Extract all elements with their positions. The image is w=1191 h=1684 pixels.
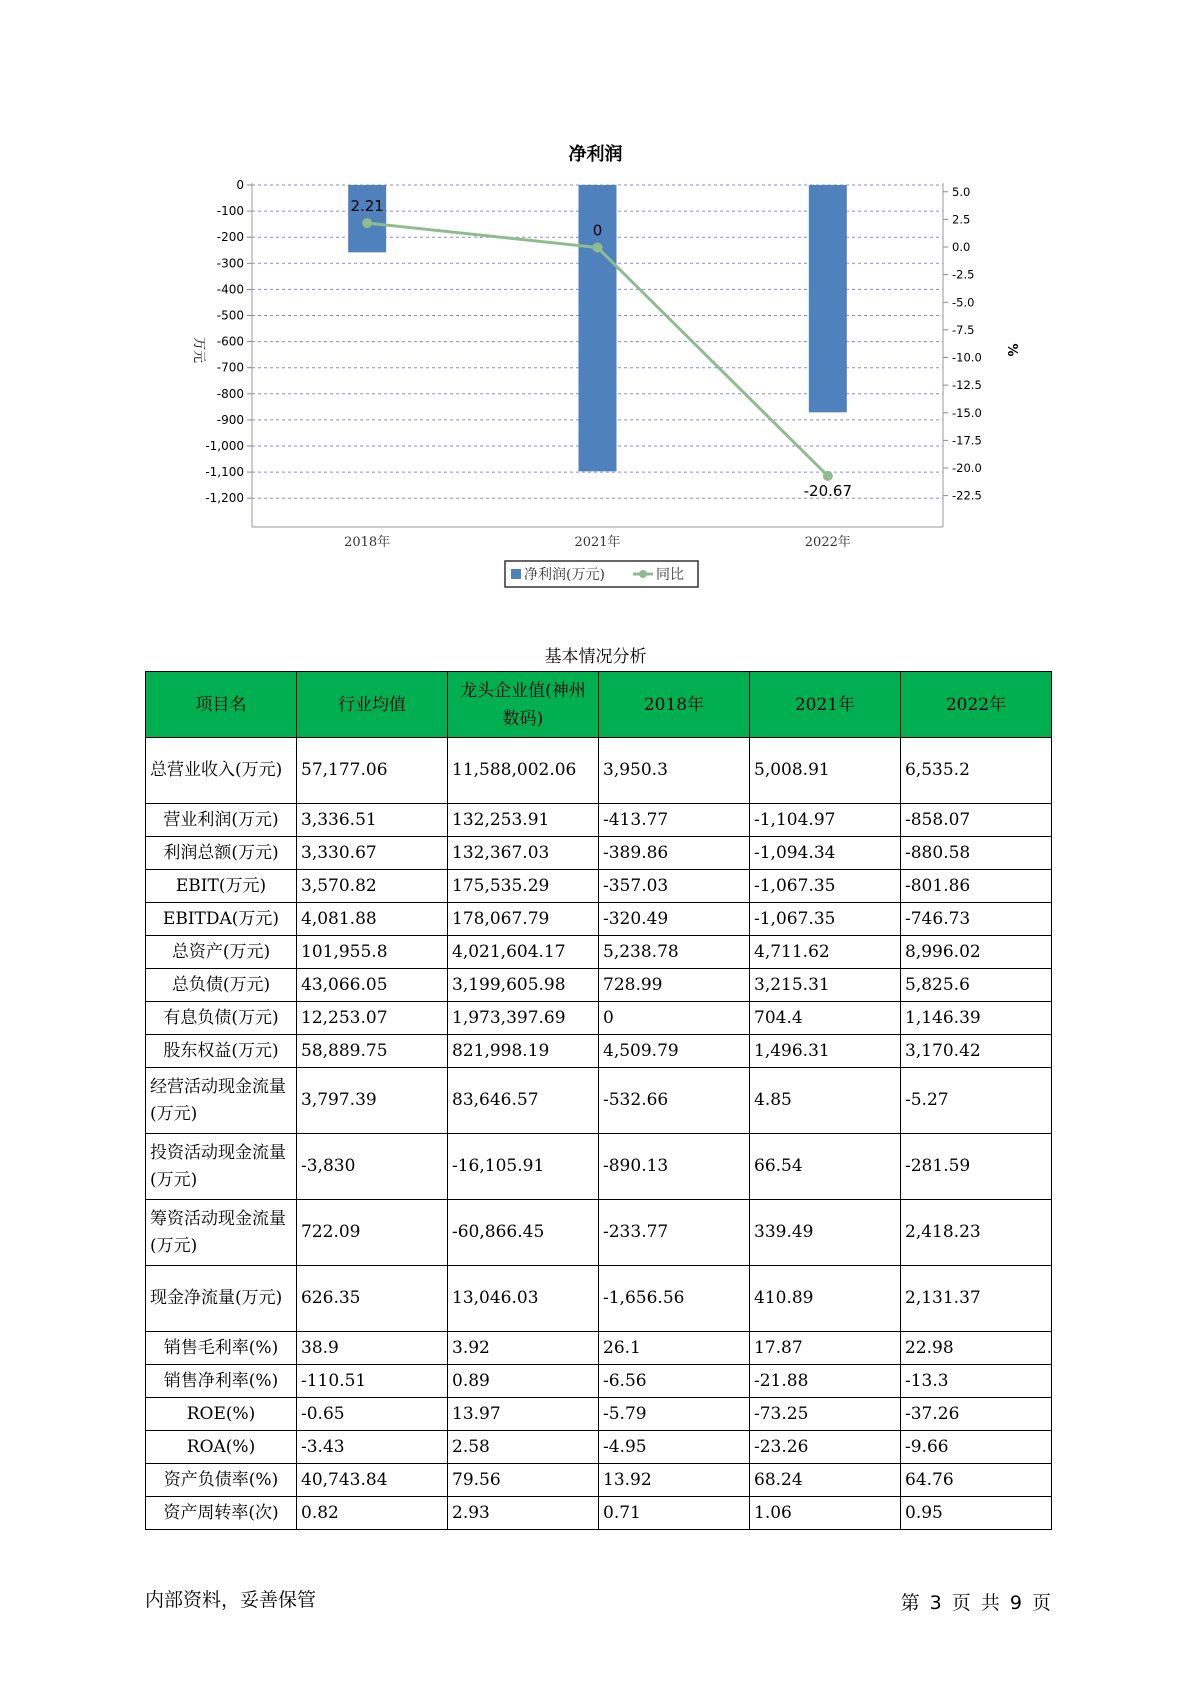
y2-tick-label: 2.5 [952, 212, 971, 227]
y-tick-label: -900 [216, 412, 244, 427]
y2-tick-label: -20.0 [952, 461, 982, 475]
row-label: 有息负债(万元) [146, 1002, 297, 1035]
table-row [146, 1068, 1052, 1134]
header-cell: 2018年 [599, 672, 750, 738]
table-cell: -532.66 [599, 1068, 750, 1134]
table-cell: 58,889.75 [297, 1035, 448, 1068]
chart-svg [0, 0, 1191, 600]
row-label: ROA(%) [146, 1431, 297, 1464]
y-tick-label: -500 [216, 308, 244, 323]
table-cell: -413.77 [599, 804, 750, 837]
table-cell: 5,238.78 [599, 936, 750, 969]
table-row [146, 1431, 1052, 1464]
row-label: 总营业收入(万元) [146, 738, 297, 804]
row-label: 利润总额(万元) [146, 837, 297, 870]
y2-tick-label: 0.0 [952, 240, 971, 254]
table-cell: 3,199,605.98 [448, 969, 599, 1002]
table-cell: -3,830 [297, 1134, 448, 1200]
x-tick-label: 2021年 [574, 535, 621, 550]
table-cell: 101,955.8 [297, 936, 448, 969]
table-cell: 79.56 [448, 1464, 599, 1497]
footer-confidential: 内部资料，妥善保管 [145, 1589, 317, 1611]
row-label: 经营活动现金流量(万元) [146, 1068, 297, 1134]
table-cell: 3,215.31 [750, 969, 901, 1002]
table-cell: 2.93 [448, 1497, 599, 1530]
y-tick-label: -1,000 [205, 439, 244, 453]
table-cell: -13.3 [901, 1365, 1052, 1398]
table-cell: 2,131.37 [901, 1266, 1052, 1332]
table-cell: 0.71 [599, 1497, 750, 1530]
table-cell: -23.26 [750, 1431, 901, 1464]
legend-bar-swatch [511, 569, 521, 579]
table-cell: 3,950.3 [599, 738, 750, 804]
table-cell: 4,081.88 [297, 903, 448, 936]
table-cell: -4.95 [599, 1431, 750, 1464]
table-cell: 11,588,002.06 [448, 738, 599, 804]
row-label: 资产周转率(次) [146, 1497, 297, 1530]
row-label: 筹资活动现金流量(万元) [146, 1200, 297, 1266]
table-cell: 1,146.39 [901, 1002, 1052, 1035]
table-cell: 4,509.79 [599, 1035, 750, 1068]
table-cell: 132,367.03 [448, 837, 599, 870]
table-cell: -60,866.45 [448, 1200, 599, 1266]
y2-tick-label: 5.0 [952, 184, 971, 199]
header-cell: 2022年 [901, 672, 1052, 738]
table-cell: -880.58 [901, 837, 1052, 870]
yoy-point [823, 471, 833, 481]
table-row [146, 1035, 1052, 1068]
y2-tick-label: -5.0 [952, 295, 975, 310]
table-cell: -1,067.35 [750, 870, 901, 903]
table-cell: 3,570.82 [297, 870, 448, 903]
y2-tick-label: -22.5 [952, 488, 982, 503]
header-cell: 龙头企业值(神州数码) [448, 672, 599, 738]
table-cell: 704.4 [750, 1002, 901, 1035]
table-cell: 3,797.39 [297, 1068, 448, 1134]
table-row [146, 804, 1052, 837]
table-cell: 339.49 [750, 1200, 901, 1266]
data-label: 2.21 [350, 197, 384, 216]
table-cell: 13.92 [599, 1464, 750, 1497]
y-axis-title: 万元 [191, 336, 206, 364]
row-label: 股东权益(万元) [146, 1035, 297, 1068]
table-cell: 2,418.23 [901, 1200, 1052, 1266]
row-label: 销售净利率(%) [146, 1365, 297, 1398]
table-row [146, 1134, 1052, 1200]
chart-title: 净利润 [568, 144, 623, 165]
row-label: 销售毛利率(%) [146, 1332, 297, 1365]
table-row [146, 1332, 1052, 1365]
table-cell: 40,743.84 [297, 1464, 448, 1497]
table-row [146, 1497, 1052, 1530]
legend-line-label: 同比 [656, 567, 684, 583]
y-tick-label: -200 [216, 230, 244, 245]
table-cell: 4,711.62 [750, 936, 901, 969]
table-row [146, 903, 1052, 936]
y-tick-label: -1,200 [205, 491, 244, 506]
y2-tick-label: -7.5 [952, 322, 975, 337]
y2-axis-title: % [1004, 343, 1019, 357]
table-cell: 66.54 [750, 1134, 901, 1200]
footer-page-number: 第 3 页 共 9 页 [900, 1592, 1051, 1614]
table-cell: -5.27 [901, 1068, 1052, 1134]
table-cell: -320.49 [599, 903, 750, 936]
table-cell: 17.87 [750, 1332, 901, 1365]
table-cell: -890.13 [599, 1134, 750, 1200]
table-cell: 1.06 [750, 1497, 901, 1530]
table-cell: 83,646.57 [448, 1068, 599, 1134]
y-tick-label: -800 [216, 386, 244, 401]
table-cell: -110.51 [297, 1365, 448, 1398]
table-cell: -746.73 [901, 903, 1052, 936]
table-title: 基本情况分析 [544, 647, 647, 667]
table-cell: 821,998.19 [448, 1035, 599, 1068]
table-cell: 68.24 [750, 1464, 901, 1497]
table-cell: -37.26 [901, 1398, 1052, 1431]
y-tick-label: 0 [236, 178, 244, 192]
table-cell: -0.65 [297, 1398, 448, 1431]
table-row [146, 969, 1052, 1002]
table-cell: 3,170.42 [901, 1035, 1052, 1068]
table-cell: 4.85 [750, 1068, 901, 1134]
table-cell: -357.03 [599, 870, 750, 903]
table-cell: 175,535.29 [448, 870, 599, 903]
row-label: EBIT(万元) [146, 870, 297, 903]
table-row [146, 837, 1052, 870]
table-row [146, 1365, 1052, 1398]
table-row [146, 1266, 1052, 1332]
table-cell: 4,021,604.17 [448, 936, 599, 969]
table-cell: 13,046.03 [448, 1266, 599, 1332]
y2-tick-label: -17.5 [952, 433, 982, 448]
table-cell: -1,656.56 [599, 1266, 750, 1332]
table-cell: 43,066.05 [297, 969, 448, 1002]
table-cell: 3.92 [448, 1332, 599, 1365]
table-row [146, 1398, 1052, 1431]
table-cell: 57,177.06 [297, 738, 448, 804]
table-cell: -73.25 [750, 1398, 901, 1431]
table-cell: 13.97 [448, 1398, 599, 1431]
bar [809, 185, 847, 412]
table-cell: 5,008.91 [750, 738, 901, 804]
y-tick-label: -700 [216, 360, 244, 375]
row-label: 总负债(万元) [146, 969, 297, 1002]
table-cell: 22.98 [901, 1332, 1052, 1365]
table-cell: -3.43 [297, 1431, 448, 1464]
y-tick-label: -1,100 [205, 465, 244, 480]
table-cell: -16,105.91 [448, 1134, 599, 1200]
table-cell: 0.95 [901, 1497, 1052, 1530]
table-cell: 722.09 [297, 1200, 448, 1266]
table-row [146, 1002, 1052, 1035]
table-cell: 12,253.07 [297, 1002, 448, 1035]
table-cell: -21.88 [750, 1365, 901, 1398]
y2-tick-label: -2.5 [952, 267, 975, 282]
legend-bar-label: 净利润(万元) [524, 567, 605, 583]
y2-tick-label: -12.5 [952, 378, 982, 393]
x-tick-label: 2018年 [344, 535, 391, 550]
table-cell: 0 [599, 1002, 750, 1035]
table-cell: 38.9 [297, 1332, 448, 1365]
table-cell: -1,094.34 [750, 837, 901, 870]
table-cell: 728.99 [599, 969, 750, 1002]
y2-tick-label: -10.0 [952, 350, 982, 365]
data-label: 0 [592, 221, 603, 240]
table-row [146, 738, 1052, 804]
table-cell: 0.82 [297, 1497, 448, 1530]
table-cell: -6.56 [599, 1365, 750, 1398]
table-cell: 8,996.02 [901, 936, 1052, 969]
x-tick-label: 2022年 [804, 535, 851, 550]
table-cell: 3,330.67 [297, 837, 448, 870]
table-cell: -801.86 [901, 870, 1052, 903]
table-cell: -281.59 [901, 1134, 1052, 1200]
basic-analysis-table [145, 671, 1052, 1530]
row-label: 投资活动现金流量(万元) [146, 1134, 297, 1200]
header-cell: 项目名 [146, 672, 297, 738]
row-label: ROE(%) [146, 1398, 297, 1431]
table-header-row [146, 672, 1052, 738]
table-row [146, 1200, 1052, 1266]
row-label: EBITDA(万元) [146, 903, 297, 936]
table-cell: 6,535.2 [901, 738, 1052, 804]
header-cell: 2021年 [750, 672, 901, 738]
table-cell: -389.86 [599, 837, 750, 870]
table-cell: -1,067.35 [750, 903, 901, 936]
yoy-point [362, 218, 372, 228]
table-cell: 0.89 [448, 1365, 599, 1398]
table-cell: -5.79 [599, 1398, 750, 1431]
table-cell: 626.35 [297, 1266, 448, 1332]
y-tick-label: -100 [216, 204, 244, 219]
legend-line-marker [639, 570, 647, 578]
row-label: 资产负债率(%) [146, 1464, 297, 1497]
y-tick-label: -600 [216, 334, 244, 349]
row-label: 营业利润(万元) [146, 804, 297, 837]
table-cell: 2.58 [448, 1431, 599, 1464]
row-label: 总资产(万元) [146, 936, 297, 969]
table-cell: 178,067.79 [448, 903, 599, 936]
table-cell: 132,253.91 [448, 804, 599, 837]
y-tick-label: -300 [216, 256, 244, 271]
table-cell: 1,973,397.69 [448, 1002, 599, 1035]
table-cell: 410.89 [750, 1266, 901, 1332]
table-row [146, 936, 1052, 969]
table-cell: 26.1 [599, 1332, 750, 1365]
table-cell: -1,104.97 [750, 804, 901, 837]
table-cell: -858.07 [901, 804, 1052, 837]
data-label: -20.67 [803, 481, 853, 500]
table-row [146, 870, 1052, 903]
table-cell: -9.66 [901, 1431, 1052, 1464]
y2-tick-label: -15.0 [952, 405, 982, 420]
table-cell: 3,336.51 [297, 804, 448, 837]
table-row [146, 1464, 1052, 1497]
table-cell: -233.77 [599, 1200, 750, 1266]
table-cell: 1,496.31 [750, 1035, 901, 1068]
table-cell: 64.76 [901, 1464, 1052, 1497]
table-cell: 5,825.6 [901, 969, 1052, 1002]
header-cell: 行业均值 [297, 672, 448, 738]
yoy-point [593, 243, 603, 253]
net-profit-chart [0, 0, 1191, 600]
y-tick-label: -400 [216, 282, 244, 297]
row-label: 现金净流量(万元) [146, 1266, 297, 1332]
